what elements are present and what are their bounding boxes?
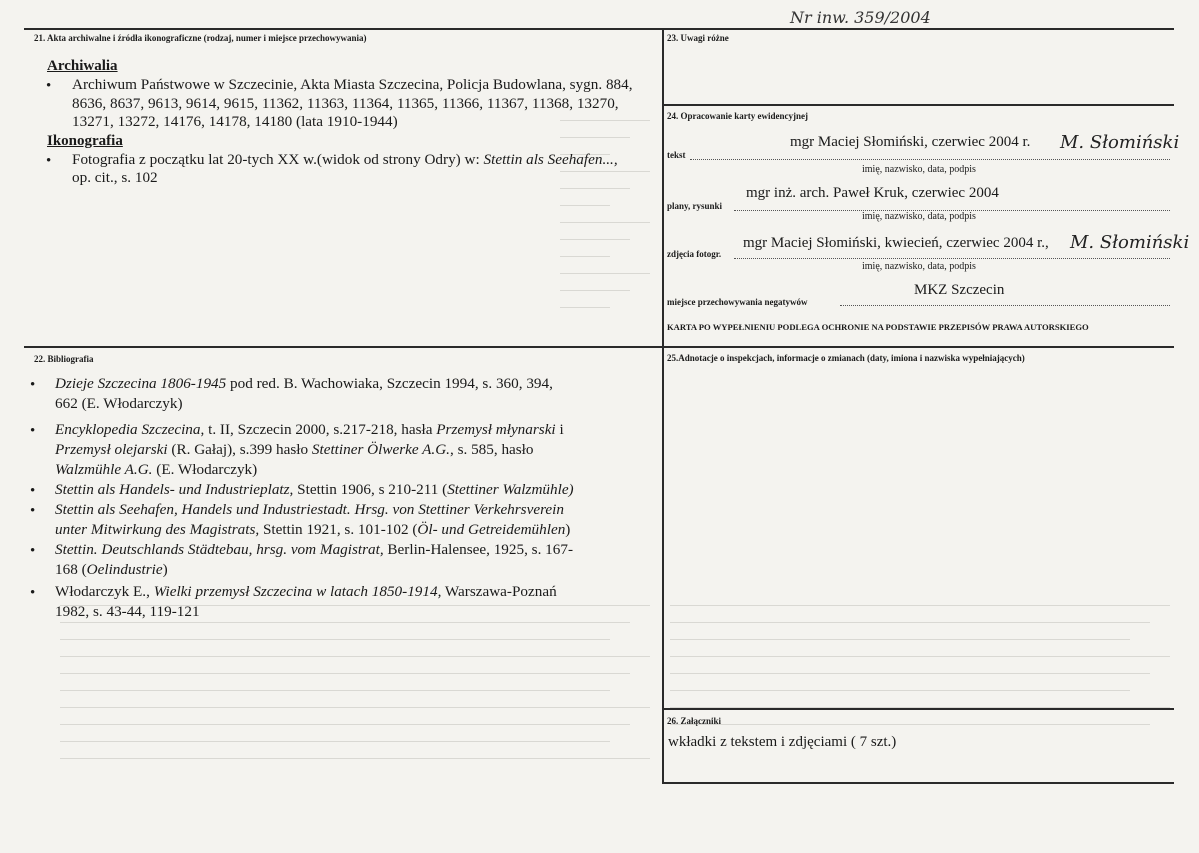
bibliography-title: Przemysł olejarski: [55, 441, 168, 458]
bullet-icon: •: [30, 585, 36, 601]
section-25-title: 25.Adnotacje o inspekcjach, informacje o zmianach (daty, imiona i nazwiska wypełniających): [667, 353, 1025, 363]
signature-tekst: M. Słomiński: [1060, 132, 1180, 153]
bibliography-line: [55, 520, 570, 540]
tekst-value: mgr Maciej Słomiński, czerwiec 2004 r.: [790, 134, 1031, 150]
bleed-through-line: [670, 622, 1150, 623]
bibliography-text: i: [555, 421, 564, 438]
miejsce-value: MKZ Szczecin: [914, 282, 1005, 298]
bibliography-line: [55, 460, 257, 480]
bottom-border-right: [662, 782, 1174, 784]
bibliography-text: ): [565, 521, 571, 538]
bibliography-text: (E. Włodarczyk): [152, 461, 258, 478]
plany-value: mgr inż. arch. Paweł Kruk, czerwiec 2004: [746, 185, 999, 201]
section-24-title: 24. Opracowanie karty ewidencyjnej: [667, 111, 808, 121]
bleed-through-line: [60, 673, 630, 674]
bibliography-text: 662 (E. Włodarczyk): [55, 395, 183, 412]
bibliography-line: [55, 540, 573, 560]
bibliography-title: Öl- und Getreidemühlen: [417, 521, 566, 538]
bibliography-title: Stettin als Handels- und Industrieplatz,: [55, 481, 294, 498]
bibliography-text: , s. 585, hasło: [449, 441, 534, 458]
bibliography-line: [55, 440, 534, 460]
bleed-through-line: [560, 307, 610, 308]
bleed-through-line: [60, 656, 650, 657]
inventory-number-note: Nr inw. 359/2004: [790, 8, 931, 27]
bleed-through-line: [670, 690, 1130, 691]
bibliography-title: Dzieje Szczecina 1806-1945: [55, 375, 227, 392]
bullet-icon: •: [46, 153, 52, 169]
bibliography-text: Włodarczyk E.,: [55, 583, 154, 600]
bleed-through-line: [60, 622, 630, 623]
zdjecia-dotted-line: [734, 258, 1170, 259]
bleed-through-line: [60, 707, 650, 708]
tekst-label: tekst: [667, 150, 686, 160]
bibliography-title: Przemysł młynarski: [436, 421, 556, 438]
bleed-through-line: [560, 290, 630, 291]
plany-label: plany, rysunki: [667, 201, 723, 211]
miejsce-dotted-line: [840, 305, 1170, 306]
bibliography-line: [55, 582, 557, 602]
bibliography-line: [55, 500, 564, 520]
bibliography-line: [55, 374, 553, 394]
section-23-title: 23. Uwagi różne: [667, 33, 729, 43]
divider-23-24: [662, 104, 1174, 106]
bleed-through-line: [60, 690, 610, 691]
bibliography-line: [55, 420, 564, 440]
zdjecia-label: zdjęcia fotogr.: [667, 249, 722, 259]
top-border: [24, 28, 1174, 30]
bibliography-line: [55, 394, 183, 414]
bleed-through-line: [60, 724, 630, 725]
bleed-through-line: [560, 239, 630, 240]
bibliography-text: 168 (: [55, 561, 87, 578]
bibliography-text: , t. II, Szczecin 2000, s.217-218, hasła: [200, 421, 437, 438]
tekst-dotted-line: [690, 159, 1170, 160]
section-22-title: 22. Bibliografia: [34, 354, 94, 364]
bleed-through-line: [60, 741, 610, 742]
bleed-through-line: [60, 758, 650, 759]
bibliography-line: [55, 480, 574, 500]
bullet-icon: •: [30, 543, 36, 559]
section-21-title: 21. Akta archiwalne i źródła ikonograficzne (rodzaj, numer i miejsce przechowywania): [34, 33, 367, 43]
bleed-through-line: [670, 724, 1150, 725]
plany-caption: imię, nazwisko, data, podpis: [862, 211, 976, 222]
divider-25-26: [662, 708, 1174, 710]
bibliography-line: [55, 602, 200, 622]
miejsce-label: miejsce przechowywania negatywów: [667, 297, 808, 307]
bibliography-title: Wielki przemysł Szczecina w latach 1850-1914,: [153, 583, 442, 600]
bibliography-text: Stettin 1906, s 210-211 (: [293, 481, 448, 498]
bibliography-title: Walzmühle A.G.: [55, 461, 153, 478]
bleed-through-line: [560, 120, 650, 121]
archiwalia-line-1: Archiwum Państwowe w Szczecinie, Akta Miasta Szczecina, Policja Budowlana, sygn. 884,: [72, 76, 633, 93]
bullet-icon: •: [30, 377, 36, 393]
bibliography-text: 1982, s. 43-44, 119-121: [55, 603, 200, 620]
ikonografia-line-2: op. cit., s. 102: [72, 169, 158, 186]
signature-zdjecia: M. Słomiński: [1070, 232, 1190, 253]
bullet-icon: •: [30, 483, 36, 499]
bullet-icon: •: [46, 78, 52, 94]
bleed-through-line: [60, 639, 610, 640]
zdjecia-value: mgr Maciej Słomiński, kwiecień, czerwiec 2004 r.,: [743, 235, 1049, 251]
bleed-through-line: [560, 273, 650, 274]
bibliography-line: [55, 560, 168, 580]
bibliography-title: unter Mitwirkung des Magistrats,: [55, 521, 260, 538]
bleed-through-line: [560, 256, 610, 257]
bullet-icon: •: [30, 503, 36, 519]
bleed-through-line: [560, 137, 630, 138]
ikonografia-title: Stettin als Seehafen...,: [483, 151, 618, 168]
bibliography-text: Stettin 1921, s. 101-102 (: [259, 521, 418, 538]
divider-mid: [24, 346, 1174, 348]
section-26-title: 26. Załączniki: [667, 716, 722, 726]
bullet-icon: •: [30, 423, 36, 439]
zdjecia-caption: imię, nazwisko, data, podpis: [862, 261, 976, 272]
ikonografia-heading: Ikonografia: [47, 133, 123, 149]
bleed-through-line: [670, 639, 1130, 640]
archiwalia-heading: Archiwalia: [47, 58, 118, 74]
bibliography-text: pod red. B. Wachowiaka, Szczecin 1994, s. 360, 394,: [226, 375, 553, 392]
bibliography-title: Stettin. Deutschlands Städtebau, hrsg. vom Magistrat,: [55, 541, 384, 558]
tekst-caption: imię, nazwisko, data, podpis: [862, 164, 976, 175]
bibliography-text: Warszawa-Poznań: [441, 583, 557, 600]
archiwalia-line-3: 13271, 13272, 14176, 14178, 14180 (lata 1910-1944): [72, 113, 398, 130]
bibliography-title: Oelindustrie: [86, 561, 163, 578]
bibliography-title: Stettin als Seehafen, Handels und Industriestadt. Hrsg. von Stettiner Verkehrsverein: [55, 501, 564, 518]
bibliography-text: ): [162, 561, 168, 578]
bleed-through-line: [560, 222, 650, 223]
bibliography-title: Stettiner Ölwerke A.G.: [311, 441, 450, 458]
bleed-through-line: [560, 188, 630, 189]
bleed-through-line: [560, 171, 650, 172]
copyright-note: KARTA PO WYPEŁNIENIU PODLEGA OCHRONIE NA PODSTAWIE PRZEPISÓW PRAWA AUTORSKIEGO: [667, 322, 1089, 332]
archiwalia-line-2: 8636, 8637, 9613, 9614, 9615, 11362, 11363, 11364, 11365, 11366, 11367, 11368, 13270,: [72, 95, 619, 112]
bibliography-text: Berlin-Halensee, 1925, s. 167-: [383, 541, 574, 558]
bleed-through-line: [560, 205, 610, 206]
bleed-through-line: [670, 656, 1170, 657]
bleed-through-line: [670, 673, 1150, 674]
bleed-through-line: [670, 605, 1170, 606]
ikonografia-line-1: [72, 150, 618, 170]
bibliography-text: (R. Gałaj), s.399 hasło: [167, 441, 312, 458]
center-divider: [662, 28, 664, 784]
bibliography-title: Encyklopedia Szczecina: [55, 421, 201, 438]
attachments-value: wkładki z tekstem i zdjęciami ( 7 szt.): [668, 734, 897, 750]
ikonografia-text: Fotografia z początku lat 20-tych XX w.(widok od strony Odry) w:: [72, 151, 484, 168]
bibliography-title: Stettiner Walzmühle): [447, 481, 574, 498]
